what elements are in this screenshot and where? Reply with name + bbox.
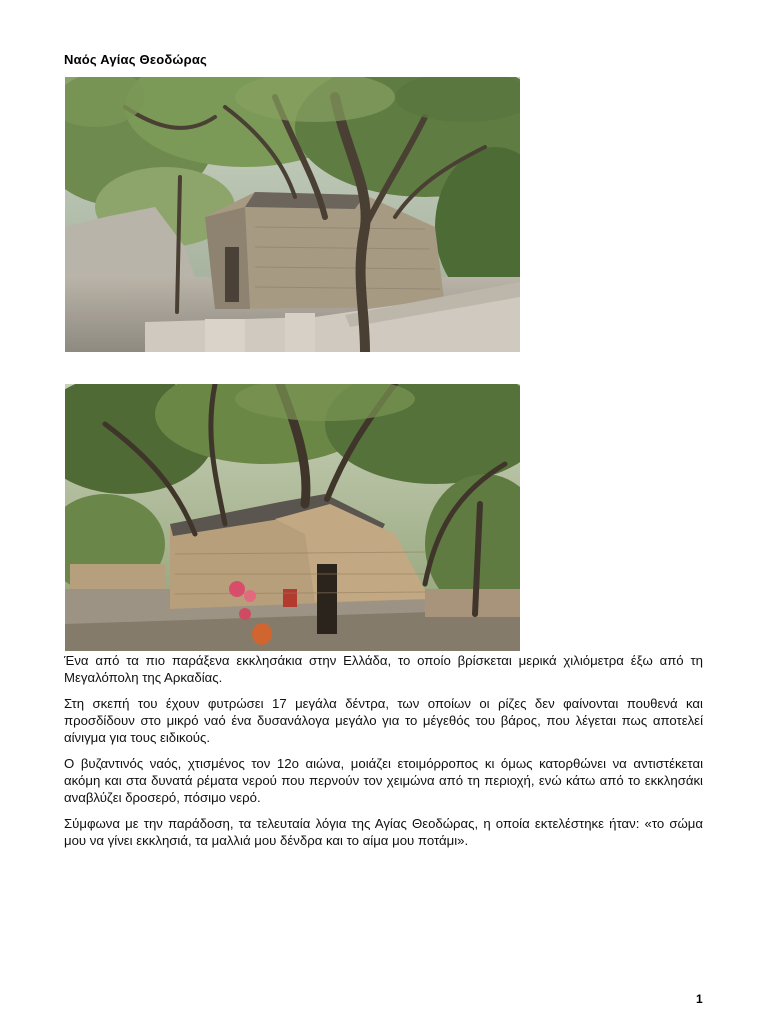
church-photo-2 xyxy=(65,384,520,651)
church-photo-1 xyxy=(65,77,520,352)
paragraph-1: Ένα από τα πιο παράξενα εκκλησάκια στην Ελλάδα, το οποίο βρίσκεται μερικά χιλιόμετρα έξω από τη Μεγαλόπολη της Αρκαδίας. xyxy=(64,653,703,685)
paragraph-2: Στη σκεπή του έχουν φυτρώσει 17 μεγάλα δέντρα, των οποίων οι ρίζες δεν φαίνονται πουθενά και προσδίδουν στο μικρό ναό ένα δυσανάλογα μεγάλο για το μέγεθός του βάρος, που λέγεται πως αποτελεί αίνιγμα για τους ειδικούς. xyxy=(64,696,703,745)
body-text xyxy=(64,652,703,858)
paragraph-4: Σύμφωνα με την παράδοση, τα τελευταία λόγια της Αγίας Θεοδώρας, η οποία εκτελέστηκε ήταν: «το σώμα μου να γίνει εκκλησιά, τα μαλλιά μου δένδρα και το αίμα μου ποτάμι». xyxy=(64,816,703,848)
paragraph-3: Ο βυζαντινός ναός, χτισμένος τον 12ο αιώνα, μοιάζει ετοιμόρροπος κι όμως κατορθώνει να αντιστέκεται ακόμη και στα δυνατά ρέματα νερού που περνούν τον χειμώνα από τη περιοχή, ενώ κάτω από το εκκλησάκι αναβλύζει δροσερό, πόσιμο νερό. xyxy=(64,756,703,805)
page-number: 1 xyxy=(696,992,703,1006)
page-title: Ναός Αγίας Θεοδώρας xyxy=(64,52,208,67)
